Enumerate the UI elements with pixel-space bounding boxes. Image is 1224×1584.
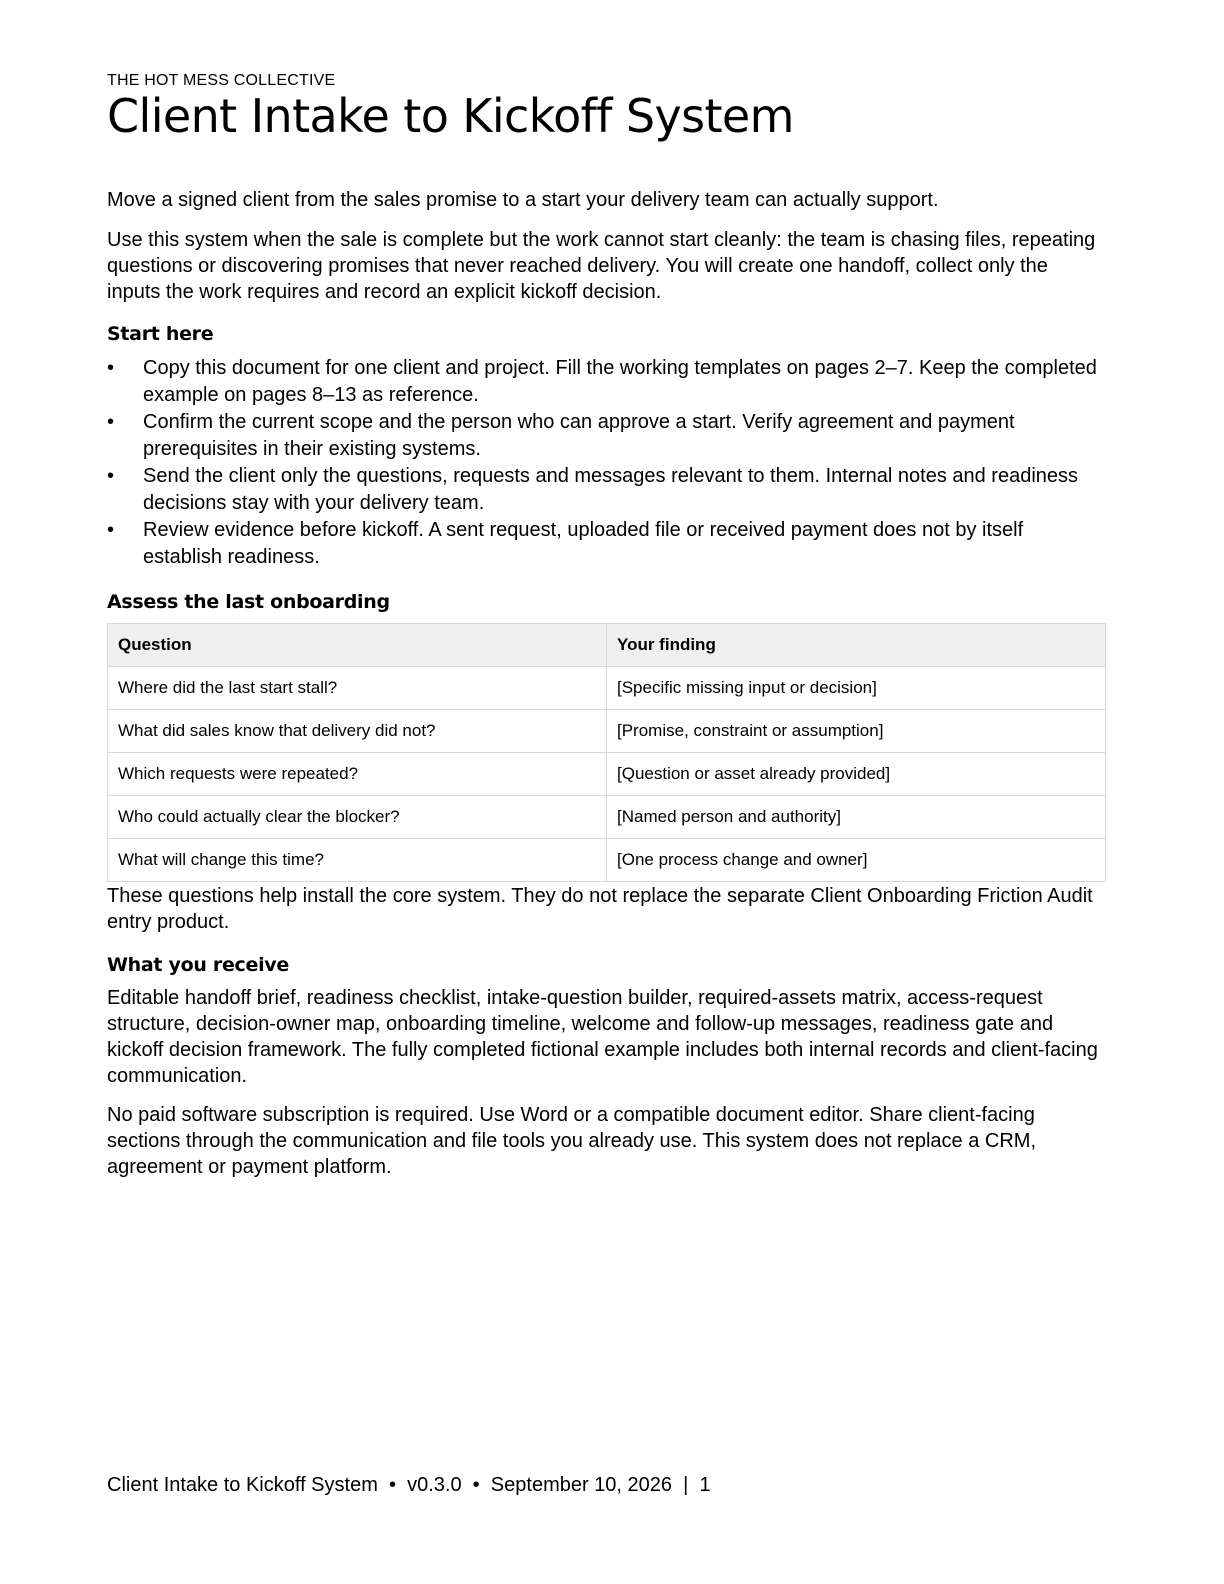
document-title: Client Intake to Kickoff System [107,89,794,143]
question-cell: What will change this time? [108,839,607,882]
question-cell: Which requests were repeated? [108,753,607,796]
bullet-icon: • [107,465,115,487]
table-row [108,710,1106,753]
start-here-list [107,355,1105,571]
question-cell: Where did the last start stall? [108,667,607,710]
assessment-note: These questions help install the core system. They do not replace the separate Client Onboarding Friction Audit entry product. [107,885,1093,933]
table-row [108,796,1106,839]
table-row [108,753,1106,796]
bullet-icon: • [107,357,115,379]
list-item [107,463,1105,517]
table-row [108,667,1106,710]
intro-paragraph: Use this system when the sale is complete but the work cannot start cleanly: the team is chasing files, repeating questions or discovering promises that never reached delivery. You will create one handoff, collect only the inputs the work requires and record an explicit kickoff decision. [107,229,1096,303]
list-item [107,355,1105,409]
list-item-text: Copy this document for one client and project. Fill the working templates on pages 2–7. Keep the completed example on pages 8–13 as reference. [143,357,1097,406]
finding-cell: [One process change and owner] [607,839,1106,882]
list-item [107,409,1105,463]
question-cell: What did sales know that delivery did not? [108,710,607,753]
list-item-text: Confirm the current scope and the person who can approve a start. Verify agreement and payment prerequisites in their existing systems. [143,411,1015,460]
table-row [108,839,1106,882]
column-header-finding: Your finding [607,624,1106,667]
finding-cell: [Named person and authority] [607,796,1106,839]
assess-heading: Assess the last onboarding [107,591,390,613]
finding-cell: [Question or asset already provided] [607,753,1106,796]
list-item-text: Review evidence before kickoff. A sent request, uploaded file or received payment does not by itself establish readiness. [143,519,1024,568]
column-header-question: Question [108,624,607,667]
lead-paragraph: Move a signed client from the sales promise to a start your delivery team can actually support. [107,189,939,211]
page-footer: Client Intake to Kickoff System • v0.3.0 • September 10, 2026 | 1 [107,1474,711,1496]
start-here-heading: Start here [107,323,214,345]
list-item-text: Send the client only the questions, requests and messages relevant to them. Internal notes and readiness decisions stay with your delivery team. [143,465,1079,514]
receive-heading: What you receive [107,954,289,976]
question-cell: Who could actually clear the blocker? [108,796,607,839]
requirements-paragraph: No paid software subscription is required. Use Word or a compatible document editor. Share client-facing sections through the communication and file tools you already use. This system does not replace a CRM, agreement or payment platform. [107,1104,1036,1178]
table-header-row [108,624,1106,667]
list-item [107,517,1105,571]
bullet-icon: • [107,519,115,541]
finding-cell: [Promise, constraint or assumption] [607,710,1106,753]
receive-paragraph: Editable handoff brief, readiness checklist, intake-question builder, required-assets matrix, access-request structure, decision-owner map, onboarding timeline, welcome and follow-up messages, readiness gate and kickoff decision framework. The fully completed fictional example includes both internal records and client-facing communication. [107,987,1098,1087]
company-name: THE HOT MESS COLLECTIVE [107,72,336,89]
assessment-table [107,623,1106,882]
bullet-icon: • [107,411,115,433]
finding-cell: [Specific missing input or decision] [607,667,1106,710]
